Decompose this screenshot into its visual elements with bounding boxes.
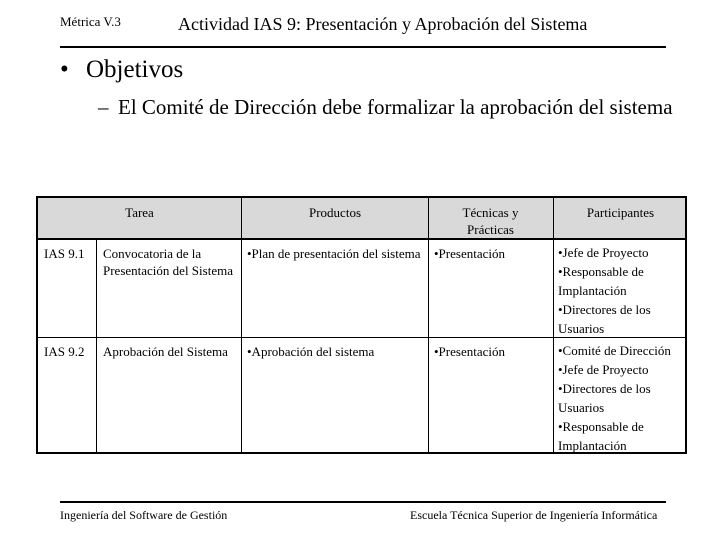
table-row-2-tarea: Aprobación del Sistema bbox=[103, 344, 228, 359]
bullet-level2-text: El Comité de Dirección debe formalizar la aprobación del sistema bbox=[118, 95, 673, 119]
bullet-level1-text: Objetivos bbox=[86, 56, 184, 83]
header-productos: Productos bbox=[309, 205, 361, 220]
column-divider bbox=[428, 198, 429, 454]
participant-item: •Responsable de Implantación bbox=[558, 419, 644, 453]
technique-item: •Presentación bbox=[434, 344, 505, 359]
participant-item: •Jefe de Proyecto bbox=[558, 245, 649, 260]
footer-left-text: Ingeniería del Software de Gestión bbox=[60, 508, 228, 522]
activity-table bbox=[36, 196, 687, 454]
table-row-2-id: IAS 9.2 bbox=[44, 344, 85, 359]
participant-item: •Directores de los Usuarios bbox=[558, 381, 651, 415]
table-row-1-productos bbox=[247, 245, 422, 262]
table-row-2-productos bbox=[247, 343, 422, 360]
header-divider bbox=[60, 46, 666, 48]
footer-right-text: Escuela Técnica Superior de Ingeniería Informática bbox=[410, 508, 658, 522]
product-item: •Plan de presentación del sistema bbox=[247, 246, 421, 261]
bullet-level1 bbox=[60, 56, 183, 84]
table-row-1-participantes bbox=[558, 243, 688, 338]
column-divider bbox=[241, 198, 242, 454]
dash-icon: – bbox=[98, 95, 109, 119]
participant-item: •Comité de Dirección bbox=[558, 343, 671, 358]
header-tecnicas: Técnicas y Prácticas bbox=[462, 205, 519, 237]
column-divider bbox=[553, 198, 554, 454]
version-label: Métrica V.3 bbox=[60, 14, 121, 29]
technique-item: •Presentación bbox=[434, 246, 505, 261]
table-row-1-tarea: Convocatoria de la Presentación del Sistema bbox=[103, 246, 233, 278]
table-row-2-tecnicas bbox=[434, 343, 549, 360]
slide-title: Actividad IAS 9: Presentación y Aprobación del Sistema bbox=[178, 14, 588, 34]
table-row-2-participantes bbox=[558, 341, 688, 455]
participant-item: •Responsable de Implantación bbox=[558, 264, 644, 298]
bullet-level2 bbox=[98, 94, 678, 121]
footer-divider bbox=[60, 501, 666, 503]
column-divider bbox=[96, 240, 97, 454]
participant-item: •Directores de los Usuarios bbox=[558, 302, 651, 336]
product-item: •Aprobación del sistema bbox=[247, 344, 375, 359]
table-row-1-id: IAS 9.1 bbox=[44, 246, 85, 261]
header-participantes: Participantes bbox=[586, 205, 655, 220]
header-tarea: Tarea bbox=[125, 205, 154, 220]
bullet-icon: • bbox=[60, 56, 69, 83]
table-row-1-tecnicas bbox=[434, 245, 549, 262]
participant-item: •Jefe de Proyecto bbox=[558, 362, 649, 377]
